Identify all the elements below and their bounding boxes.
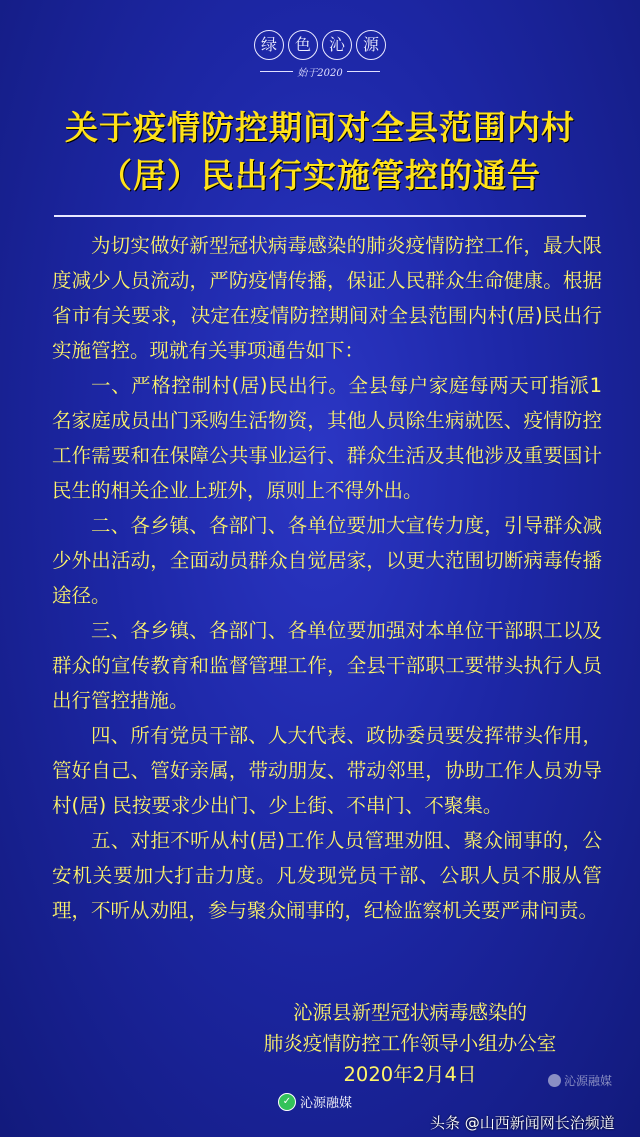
brand-char: 源: [356, 30, 386, 60]
item-paragraph: 五、对拒不听从村(居)工作人员管理劝阻、聚众闹事的，公安机关要加大打击力度。凡发现党员干部、公职人员不服从管理，不听从劝阻，参与聚众闹事的，纪检监察机关要严肃问责。: [52, 829, 602, 922]
item-paragraph: 二、各乡镇、各部门、各单位要加大宣传力度，引导群众减少外出活动，全面动员群众自觉居家，以更大范围切断病毒传播途径。: [52, 514, 602, 607]
intro-paragraph: 为切实做好新型冠状病毒感染的肺炎疫情防控工作，最大限度减少人员流动，严防疫情传播，保证人民群众生命健康。根据省市有关要求，决定在疫情防控期间对全县范围内村(居)民出行实施管控。现就有关事项通告如下：: [52, 234, 602, 362]
divider: [54, 215, 586, 217]
brand-char: 绿: [254, 30, 284, 60]
item-paragraph: 四、所有党员干部、人大代表、政协委员要发挥带头作用，管好自己、管好亲属，带动朋友、带动邻里，协助工作人员劝导村(居) 民按要求少出门、少上街、不串门、不聚集。: [52, 724, 602, 817]
brand-logo: [0, 30, 640, 60]
signature-date: 2020年2月4日: [343, 1063, 477, 1086]
notice-title: [0, 104, 640, 200]
notice-body: [52, 228, 602, 928]
item-paragraph: 一、严格控制村(居)民出行。全县每户家庭每两天可指派1名家庭成员出门采购生活物资，其他人员除生病就医、疫情防控工作需要和在保障公共事业运行、群众生活及其他涉及重要国计民生的相关企业上班外，原则上不得外出。: [52, 374, 602, 502]
brand-char: 沁: [322, 30, 352, 60]
signature-org-line-1: 沁源县新型冠状病毒感染的: [292, 1001, 527, 1024]
brand-since: 始于2020: [260, 64, 380, 79]
brand-char: 色: [288, 30, 318, 60]
brand-header: [0, 30, 640, 79]
title-line-2: （居）民出行实施管控的通告: [99, 156, 541, 195]
item-paragraph: 三、各乡镇、各部门、各单位要加强对本单位干部职工以及群众的宣传教育和监督管理工作，全县干部职工要带头执行人员出行管控措施。: [52, 619, 602, 712]
title-line-1: 关于疫情防控期间对全县范围内村: [65, 108, 575, 147]
watermark: 沁源融媒: [548, 1072, 612, 1089]
media-logo: ✓ 沁源融媒: [278, 1092, 352, 1111]
signature-org-line-2: 肺炎疫情防控工作领导小组办公室: [263, 1032, 557, 1055]
wechat-icon: [548, 1074, 561, 1087]
source-credit[interactable]: 头条 @山西新闻网长治频道: [430, 1114, 615, 1132]
leaf-icon: ✓: [278, 1093, 296, 1111]
